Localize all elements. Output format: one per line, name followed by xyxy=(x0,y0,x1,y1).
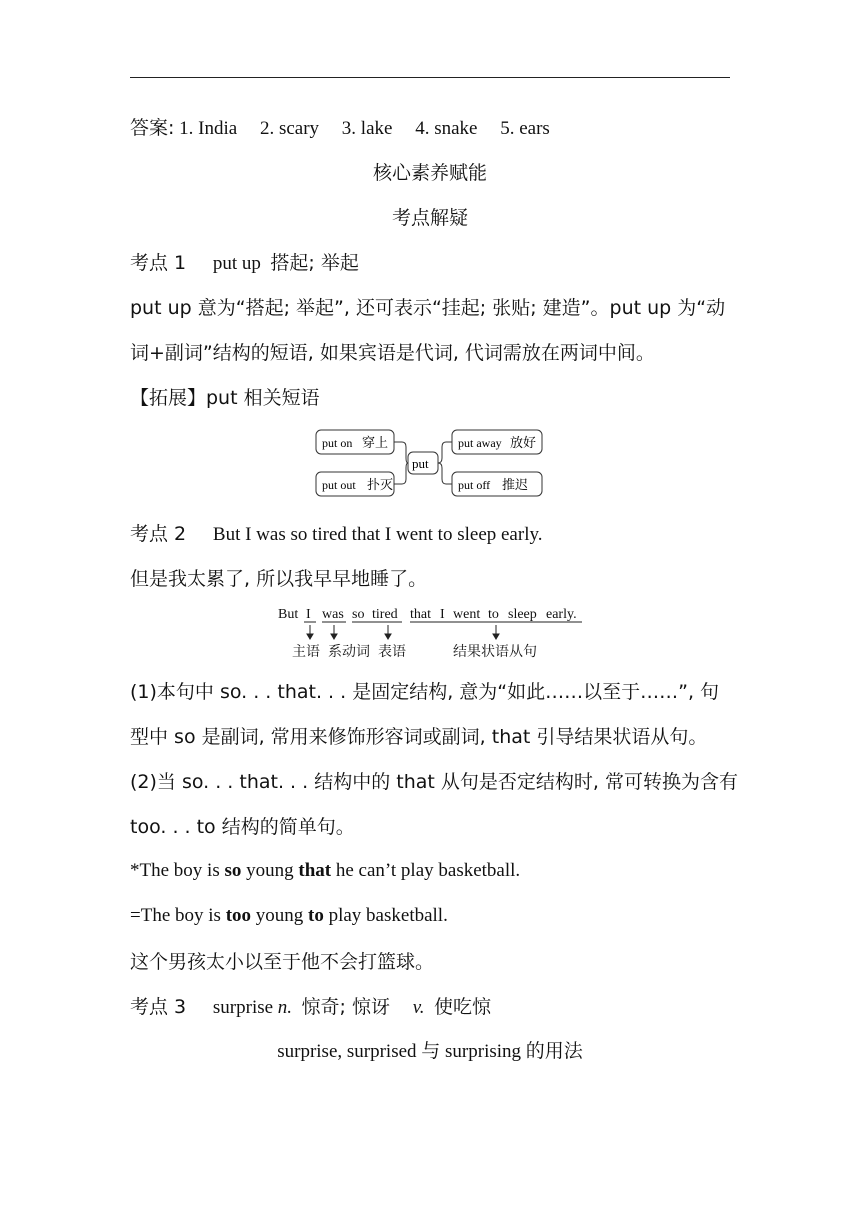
point-meaning: 搭起; 举起 xyxy=(270,252,359,274)
sentence-translation: 但是我太累了, 所以我早早地睡了。 xyxy=(130,568,428,590)
example-sentence xyxy=(130,903,448,929)
point3-heading xyxy=(130,994,491,1021)
analysis-label: 系动词 xyxy=(328,644,370,660)
analysis-word: that xyxy=(410,607,431,622)
note-line: (1)本句中 so. . . that. . . 是固定结构, 意为“如此……以至于……”, 句 xyxy=(130,681,720,703)
example-text: *The boy is xyxy=(130,860,225,881)
paragraph-line: 词+副词”结构的短语, 如果宾语是代词, 代词需放在两词中间。 xyxy=(130,342,655,364)
pos-label: v. xyxy=(412,997,425,1018)
point-sentence: But I was so tired that I went to sleep early. xyxy=(212,524,543,545)
answer-item: 2. scary xyxy=(259,118,320,139)
example-bold: that xyxy=(298,860,332,881)
diagram-label: 放好 xyxy=(510,436,537,451)
analysis-word: sleep xyxy=(508,607,537,622)
example-text: play basketball. xyxy=(323,905,448,926)
diagram-label: 穿上 xyxy=(362,436,389,451)
answer-item: 5. ears xyxy=(500,118,550,139)
section-title: 核心素养赋能 xyxy=(372,162,487,184)
sentence-analysis-diagram xyxy=(270,600,590,662)
analysis-label: 结果状语从句 xyxy=(453,644,537,660)
paragraph-line: put up 意为“搭起; 举起”, 还可表示“挂起; 张贴; 建造”。put up 为“动 xyxy=(130,297,726,319)
analysis-word: But xyxy=(278,607,299,622)
point2-heading xyxy=(130,521,543,548)
point-meaning: 使吃惊 xyxy=(434,996,492,1018)
put-phrase-diagram xyxy=(312,425,548,503)
example-sentence xyxy=(130,858,520,884)
note-line: too. . . to 结构的简单句。 xyxy=(130,816,355,838)
diagram-label: put off xyxy=(458,478,491,492)
note-line: (2)当 so. . . that. . . 结构中的 that 从句是否定结构时, 常可转换为含有 xyxy=(130,771,738,793)
example-bold: so xyxy=(224,860,242,881)
example-text: =The boy is xyxy=(130,905,226,926)
example-bold: to xyxy=(308,905,324,926)
point1-heading xyxy=(130,250,359,277)
answer-item: 4. snake xyxy=(415,118,478,139)
point-phrase: put up xyxy=(212,253,261,274)
point-label: 考点 1 xyxy=(130,252,187,274)
answer-label: 答案: xyxy=(130,117,175,139)
point-label: 考点 3 xyxy=(130,996,187,1018)
analysis-word: I xyxy=(440,607,445,622)
diagram-label: 推迟 xyxy=(502,478,529,493)
pos-label: n. xyxy=(277,997,293,1018)
analysis-label: 主语 xyxy=(292,644,320,660)
example-text: he can’t play basketball. xyxy=(331,860,521,881)
diagram-label: put out xyxy=(322,478,356,492)
analysis-word: I xyxy=(306,607,311,622)
extend-heading: 【拓展】put 相关短语 xyxy=(130,387,320,409)
example-text: young xyxy=(241,860,299,881)
analysis-word: to xyxy=(488,607,499,622)
note-line: 型中 so 是副词, 常用来修饰形容词或副词, that 引导结果状语从句。 xyxy=(130,726,708,748)
example-bold: too xyxy=(225,905,252,926)
answer-item: 3. lake xyxy=(341,118,393,139)
example-translation: 这个男孩太小以至于他不会打篮球。 xyxy=(130,951,435,973)
point-label: 考点 2 xyxy=(130,523,187,545)
analysis-word: was xyxy=(322,607,344,622)
answer-line xyxy=(130,115,550,142)
analysis-word: early. xyxy=(546,607,577,622)
analysis-label: 表语 xyxy=(378,644,406,660)
analysis-word: so xyxy=(352,607,365,622)
header-rule xyxy=(130,77,730,78)
answer-item: 1. India xyxy=(179,118,238,139)
diagram-label: put away xyxy=(458,436,502,450)
example-text: young xyxy=(251,905,309,926)
analysis-word: went xyxy=(453,607,481,622)
point-meaning: 惊奇; 惊讶 xyxy=(301,996,390,1018)
diagram-center-label: put xyxy=(412,456,429,471)
analysis-word: tired xyxy=(372,607,398,622)
diagram-label: put on xyxy=(322,436,353,450)
point-word: surprise xyxy=(212,997,274,1018)
diagram-label: 扑灭 xyxy=(367,478,394,493)
sub-title: 考点解疑 xyxy=(391,207,468,229)
usage-title: surprise, surprised 与 surprising 的用法 xyxy=(277,1041,583,1062)
